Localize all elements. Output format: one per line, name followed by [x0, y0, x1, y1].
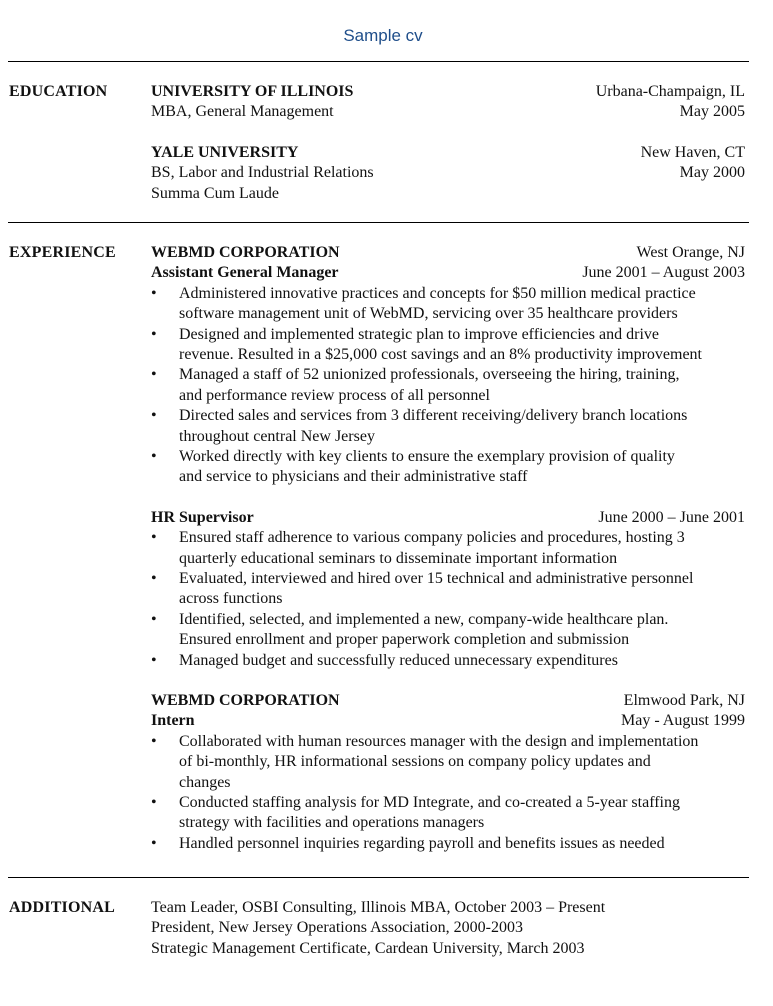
divider: [8, 61, 749, 62]
role-title: Assistant General Manager: [151, 264, 339, 282]
divider: [8, 222, 749, 223]
degree: MBA, General Management: [151, 103, 334, 121]
role-dates: June 2000 – June 2001: [598, 508, 745, 526]
job-header: [151, 691, 745, 711]
page-title: Sample cv: [343, 26, 423, 45]
school-name: YALE UNIVERSITY: [151, 143, 299, 161]
experience-content: [151, 243, 745, 854]
role-title: Intern: [151, 712, 195, 730]
job-header: [151, 243, 745, 263]
education-entry-header: [151, 143, 745, 163]
bullet-list: [151, 732, 745, 854]
job-location: West Orange, NJ: [636, 244, 745, 261]
company-name: WEBMD CORPORATION: [151, 244, 340, 261]
additional-item: Strategic Management Certificate, Cardean University, March 2003: [151, 939, 585, 957]
list-item: • Worked directly with key clients to ensure the exemplary provision of quality and service to physicians and their administrative staff: [151, 447, 745, 488]
section-heading-education: EDUCATION: [9, 83, 108, 100]
role-dates: June 2001 – August 2003: [582, 264, 745, 282]
bullet-list: [151, 284, 745, 488]
role-title: HR Supervisor: [151, 508, 254, 526]
graduation-date: May 2005: [679, 103, 745, 121]
list-item: • Collaborated with human resources manager with the design and implementation of bi-monthly, HR informational sessions on company policy updates and changes: [151, 732, 745, 793]
role-header: [151, 263, 745, 283]
section-heading-experience: EXPERIENCE: [9, 244, 116, 261]
education-entry-degree: [151, 163, 745, 183]
school-location: Urbana-Champaign, IL: [595, 83, 745, 100]
degree: BS, Labor and Industrial Relations: [151, 164, 374, 182]
school-name: UNIVERSITY OF ILLINOIS: [151, 83, 354, 100]
section-heading-additional: ADDITIONAL: [9, 899, 116, 916]
role-header: [151, 711, 745, 731]
list-item: • Ensured staff adherence to various company policies and procedures, hosting 3 quarterly educational seminars to disseminate important information: [151, 528, 745, 569]
company-name: WEBMD CORPORATION: [151, 692, 340, 710]
list-item: • Designed and implemented strategic plan to improve efficiencies and drive revenue. Resulted in a $25,000 cost savings and an 8% productivity improvement: [151, 325, 745, 366]
education-content: [151, 82, 745, 204]
bullet-list: [151, 528, 745, 671]
list-item: • Directed sales and services from 3 different receiving/delivery branch locations throughout central New Jersey: [151, 406, 745, 447]
school-location: New Haven, CT: [640, 143, 745, 161]
list-item: • Administered innovative practices and concepts for $50 million medical practice software management unit of WebMD, servicing over 35 healthcare providers: [151, 284, 745, 325]
list-item: • Identified, selected, and implemented a new, company-wide healthcare plan. Ensured enrollment and proper paperwork completion and submission: [151, 610, 745, 651]
job-location: Elmwood Park, NJ: [623, 692, 745, 710]
education-entry-degree: [151, 102, 745, 122]
list-item: • Evaluated, interviewed and hired over 15 technical and administrative personnel across functions: [151, 569, 745, 610]
role-header: [151, 508, 745, 528]
graduation-date: May 2000: [679, 164, 745, 182]
additional-item: Team Leader, OSBI Consulting, Illinois MBA, October 2003 – Present: [151, 899, 606, 916]
honors: Summa Cum Laude: [151, 184, 279, 202]
divider: [8, 877, 749, 878]
education-entry-header: [151, 82, 745, 102]
additional-content: [151, 898, 745, 959]
list-item: • Conducted staffing analysis for MD Integrate, and co-created a 5-year staffing strategy with facilities and operations managers: [151, 793, 745, 834]
list-item: • Managed a staff of 52 unionized professionals, overseeing the hiring, training, and performance review process of all personnel: [151, 365, 745, 406]
additional-item: President, New Jersey Operations Association, 2000-2003: [151, 919, 523, 937]
list-item: • Managed budget and successfully reduced unnecessary expenditures: [151, 651, 745, 671]
role-dates: May - August 1999: [621, 712, 745, 730]
list-item: • Handled personnel inquiries regarding payroll and benefits issues as needed: [151, 834, 745, 854]
